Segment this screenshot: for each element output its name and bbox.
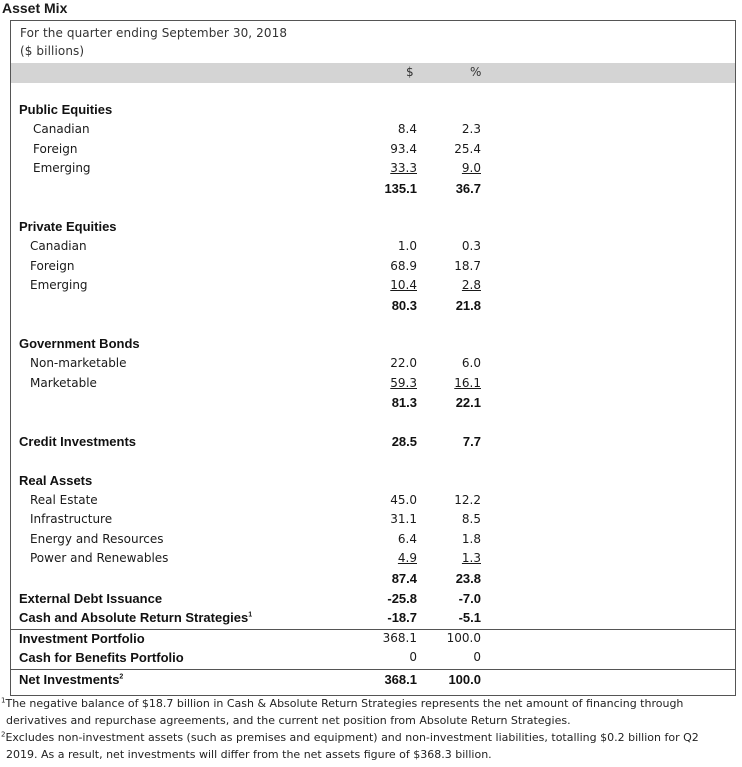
footnote-2 [1,729,739,763]
section-total-row [11,298,735,317]
footnote-mark: 2 [1,730,6,739]
row-label: Emerging [33,161,91,175]
total-percent: 36.7 [455,181,481,196]
section-heading-row [11,219,735,238]
total-dollars: 87.4 [391,571,417,586]
table-row [11,259,735,278]
section-heading: Credit Investments [19,434,137,449]
footnote-mark: 1 [1,696,6,705]
table-subtitle-units: ($ billions) [20,44,85,58]
row-dollars: 4.9 [397,551,417,565]
footnote-1 [1,695,739,729]
row-label: Canadian [30,239,87,253]
table-row [11,493,735,512]
table-row [11,161,735,180]
row-percent: 0.3 [461,239,481,253]
footnote-text: Excludes non-investment assets (such as premises and equipment) and non-investment liabilities, totalling $0.2 billion for Q2 [5,731,699,744]
row-percent: 12.2 [454,493,481,507]
section-heading-row [11,102,735,121]
total-dollars: 80.3 [391,298,417,313]
table-row [11,532,735,551]
table-row [11,122,735,141]
row-dollars: 45.0 [390,493,417,507]
row-dollars: 22.0 [390,356,417,370]
section-total-row [11,571,735,590]
row-percent: 8.5 [461,512,481,526]
row-percent: 100.0 [448,672,481,687]
total-percent: 21.8 [455,298,481,313]
row-label: Foreign [33,142,78,156]
row-label: Canadian [33,122,90,136]
external-debt-row [11,591,735,610]
net-investments-row [11,672,735,691]
row-label: Cash for Benefits Portfolio [19,650,184,665]
section-total-row [11,181,735,200]
row-percent: 7.7 [462,434,481,449]
total-percent: 23.8 [455,571,481,586]
total-percent: 22.1 [455,395,481,410]
row-dollars: 368.1 [382,631,417,645]
section-heading: Private Equities [19,219,117,234]
section-heading-row [11,473,735,492]
row-dollars: 28.5 [391,434,417,449]
row-label: Investment Portfolio [19,631,145,646]
row-label: Cash and Absolute Return Strategies [19,610,249,625]
row-label: Power and Renewables [30,551,169,565]
footnote-text: derivatives and repurchase agreements, and the current net position from Absolute Return Strategies. [6,714,571,727]
row-percent: 100.0 [446,631,481,645]
row-percent: 9.0 [461,161,481,175]
row-label: Net Investments [19,672,120,687]
row-label: Energy and Resources [30,532,164,546]
row-label: Marketable [30,376,97,390]
row-dollars: 33.3 [390,161,417,175]
section-heading: Public Equities [19,102,113,117]
row-percent: 1.8 [461,532,481,546]
section-heading: Government Bonds [19,336,140,351]
section-heading: Real Assets [19,473,93,488]
investment-portfolio-row [11,631,735,650]
cash-benefits-row [11,650,735,669]
footnote-text: The negative balance of $18.7 billion in Cash & Absolute Return Strategies represents the net amount of financing through [5,697,684,710]
row-percent: -7.0 [458,591,481,606]
row-label: Non-marketable [30,356,127,370]
credit-investments-row [11,434,735,453]
row-label-wrap [19,610,252,625]
row-dollars: 93.4 [390,142,417,156]
page-title: Asset Mix [2,0,68,16]
row-dollars: 31.1 [390,512,417,526]
table-row [11,376,735,395]
row-label: Emerging [30,278,88,292]
table-row [11,142,735,161]
cash-absolute-return-row [11,610,735,629]
row-percent: 2.3 [461,122,481,136]
table-row [11,239,735,258]
table-row [11,278,735,297]
section-total-row [11,395,735,414]
row-dollars: 8.4 [397,122,417,136]
row-percent: 1.3 [461,551,481,565]
row-percent: 16.1 [454,376,481,390]
row-label: Foreign [30,259,75,273]
footnote-mark: 2 [119,673,124,681]
table-row [11,551,735,570]
row-percent: 0 [473,650,481,664]
table-row [11,356,735,375]
table-subtitle-period: For the quarter ending September 30, 2018 [20,26,288,40]
footnote-text: 2019. As a result, net investments will differ from the net assets figure of $368.3 billion. [6,748,492,761]
column-header-dollars: $ [406,65,414,79]
row-label: Real Estate [30,493,98,507]
row-label-wrap [19,672,123,687]
row-percent: 18.7 [454,259,481,273]
row-percent: 25.4 [454,142,481,156]
footnote-mark: 1 [248,611,253,619]
row-dollars: 68.9 [390,259,417,273]
section-heading-row [11,336,735,355]
row-dollars: -18.7 [387,610,417,625]
row-dollars: 1.0 [397,239,417,253]
row-dollars: -25.8 [387,591,417,606]
row-dollars: 6.4 [397,532,417,546]
column-header-band [11,63,735,83]
divider [11,629,735,630]
row-dollars: 10.4 [390,278,417,292]
row-dollars: 59.3 [390,376,417,390]
row-percent: 6.0 [461,356,481,370]
row-label: External Debt Issuance [19,591,163,606]
total-dollars: 81.3 [391,395,417,410]
column-header-percent: % [470,65,482,79]
row-percent: -5.1 [458,610,481,625]
table-row [11,512,735,531]
divider [11,669,735,670]
row-label: Infrastructure [30,512,113,526]
row-dollars: 368.1 [384,672,417,687]
row-percent: 2.8 [461,278,481,292]
total-dollars: 135.1 [384,181,417,196]
row-dollars: 0 [409,650,417,664]
